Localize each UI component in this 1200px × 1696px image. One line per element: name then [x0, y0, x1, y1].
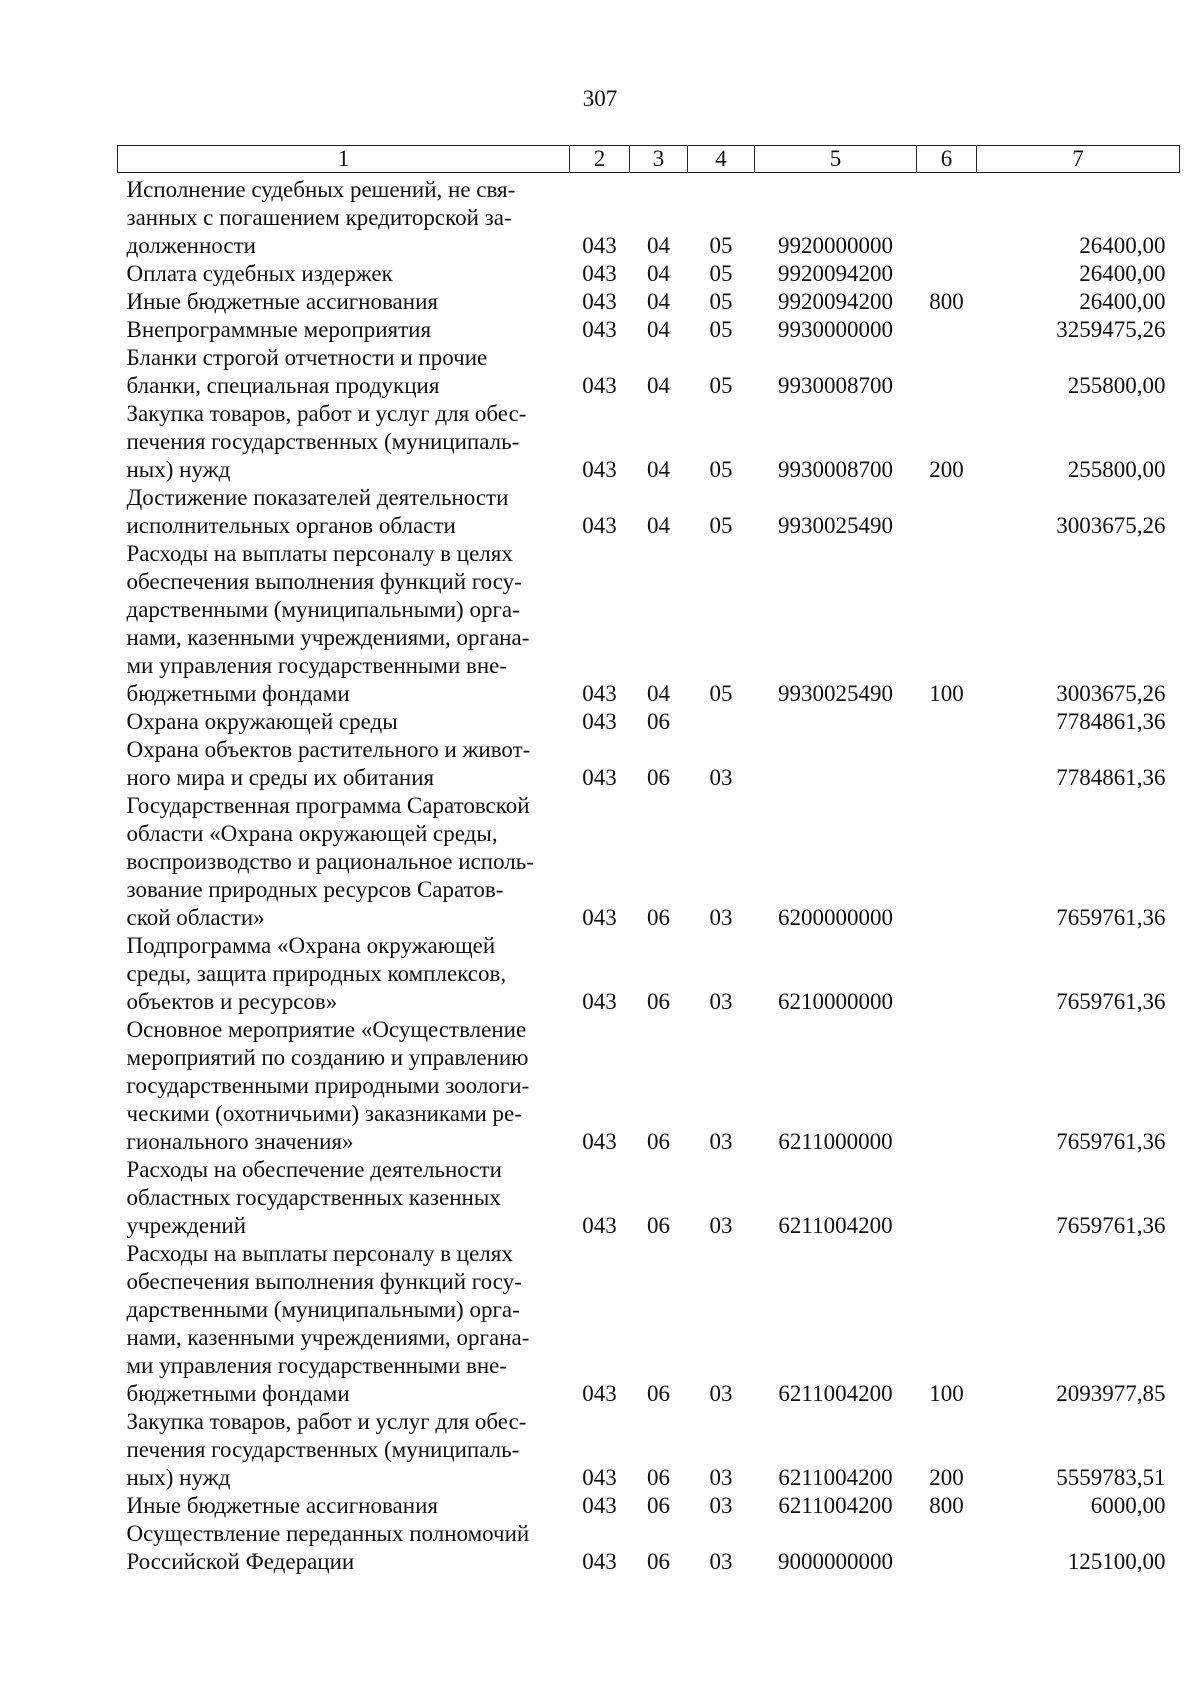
section-code: 06 — [647, 1129, 670, 1154]
target-article-code: 6200000000 — [778, 905, 893, 930]
ministry-code: 043 — [582, 1213, 617, 1238]
table-row — [118, 260, 1180, 288]
ministry-code: 043 — [582, 1129, 617, 1154]
expense-name: Осуществление переданных полномочий Российской Федерации — [126, 1521, 530, 1574]
expense-type-code: 800 — [929, 289, 964, 314]
target-article-code: 6211004200 — [778, 1381, 893, 1406]
section-code: 06 — [647, 1493, 670, 1518]
expense-type-code — [917, 1156, 977, 1240]
page-number: 307 — [582, 86, 618, 111]
subsection-code: 03 — [709, 1493, 733, 1518]
amount: 7659761,36 — [1056, 989, 1166, 1014]
column-header: 3 — [630, 146, 688, 173]
amount: 3003675,26 — [1056, 681, 1166, 706]
table-row — [118, 792, 1180, 932]
expense-type-code: 200 — [929, 1465, 964, 1490]
subsection-code: 05 — [709, 233, 733, 258]
expense-type-code: 200 — [929, 457, 964, 482]
table-row — [118, 400, 1180, 484]
subsection-code: 03 — [709, 1129, 733, 1154]
target-article-code: 6210000000 — [778, 989, 893, 1014]
column-header: 7 — [977, 146, 1180, 173]
target-article-code: 9930000000 — [778, 317, 893, 342]
table-row — [118, 1492, 1180, 1520]
ministry-code: 043 — [582, 261, 617, 286]
expense-name: Закупка товаров, работ и услуг для обес- печения государственных (муниципаль- ных) нужд — [126, 1409, 527, 1490]
target-article-code: 9920094200 — [778, 289, 893, 314]
ministry-code: 043 — [582, 233, 617, 258]
amount: 6000,00 — [1090, 1493, 1166, 1518]
section-code: 04 — [647, 513, 670, 538]
ministry-code: 043 — [582, 457, 617, 482]
amount: 5559783,51 — [1056, 1465, 1166, 1490]
expense-name: Бланки строгой отчетности и прочие бланки, специальная продукция — [126, 345, 488, 398]
ministry-code: 043 — [582, 1549, 617, 1574]
table-row — [118, 344, 1180, 400]
subsection-code: 03 — [709, 1549, 733, 1574]
expense-name: Иные бюджетные ассигнования — [126, 1493, 438, 1518]
section-code: 04 — [647, 261, 670, 286]
budget-table — [117, 145, 1180, 1576]
expense-name: Основное мероприятие «Осуществление мероприятий по созданию и управлению государственными природными зоологи- ческими (охотничьими) заказниками ре- гионального значения» — [126, 1017, 530, 1154]
expense-type-code — [917, 932, 977, 1016]
amount: 7659761,36 — [1056, 1213, 1166, 1238]
table-row — [118, 1240, 1180, 1408]
subsection-code: 05 — [709, 513, 733, 538]
subsection-code — [688, 708, 755, 736]
section-code: 06 — [647, 989, 670, 1014]
table-row — [118, 1408, 1180, 1492]
expense-name: Закупка товаров, работ и услуг для обес- печения государственных (муниципаль- ных) нужд — [126, 401, 527, 482]
table-row — [118, 1016, 1180, 1156]
section-code: 06 — [647, 1549, 670, 1574]
table-row — [118, 484, 1180, 540]
expense-type-code — [917, 316, 977, 344]
target-article-code: 6211004200 — [778, 1493, 893, 1518]
table-row — [118, 316, 1180, 344]
target-article-code — [755, 736, 917, 792]
amount: 7659761,36 — [1056, 905, 1166, 930]
ministry-code: 043 — [582, 681, 617, 706]
ministry-code: 043 — [582, 373, 617, 398]
target-article-code: 9930008700 — [778, 373, 893, 398]
expense-type-code — [917, 173, 977, 261]
target-article-code: 9930008700 — [778, 457, 893, 482]
column-header: 6 — [917, 146, 977, 173]
target-article-code: 6211004200 — [778, 1213, 893, 1238]
section-code: 04 — [647, 457, 670, 482]
column-header: 1 — [118, 146, 570, 173]
section-code: 04 — [647, 373, 670, 398]
amount: 7784861,36 — [1056, 709, 1166, 734]
section-code: 06 — [647, 1381, 670, 1406]
subsection-code: 03 — [709, 1381, 733, 1406]
amount: 26400,00 — [1079, 289, 1166, 314]
amount: 7659761,36 — [1056, 1129, 1166, 1154]
ministry-code: 043 — [582, 905, 617, 930]
section-code: 06 — [647, 765, 670, 790]
section-code: 04 — [647, 289, 670, 314]
expense-type-code: 100 — [929, 1381, 964, 1406]
expense-type-code — [917, 1016, 977, 1156]
expense-name: Иные бюджетные ассигнования — [126, 289, 438, 314]
column-numbers-header — [118, 146, 1180, 173]
section-code: 06 — [647, 1465, 670, 1490]
expense-name: Расходы на выплаты персоналу в целях обеспечения выполнения функций госу- дарственными (муниципальными) орга- нами, казенными учреждениями, органа- ми управления государственными вне- бюджетными фондами — [126, 1241, 530, 1406]
table-row — [118, 708, 1180, 736]
amount: 26400,00 — [1079, 233, 1166, 258]
expense-name: Охрана окружающей среды — [126, 709, 398, 734]
subsection-code: 03 — [709, 989, 733, 1014]
ministry-code: 043 — [582, 513, 617, 538]
column-header: 4 — [688, 146, 755, 173]
amount: 3259475,26 — [1056, 317, 1166, 342]
expense-type-code: 800 — [929, 1493, 964, 1518]
amount: 7784861,36 — [1056, 765, 1166, 790]
amount: 255800,00 — [1067, 373, 1166, 398]
target-article-code: 9920094200 — [778, 261, 893, 286]
section-code: 04 — [647, 317, 670, 342]
expense-type-code — [917, 260, 977, 288]
subsection-code: 05 — [709, 457, 733, 482]
expense-name: Государственная программа Саратовской области «Охрана окружающей среды, воспроизводство и рациональное исполь- зование природных ресурсов Саратов- ской области» — [126, 793, 534, 930]
subsection-code: 05 — [709, 681, 733, 706]
section-code: 06 — [647, 709, 670, 734]
expense-type-code — [917, 708, 977, 736]
ministry-code: 043 — [582, 765, 617, 790]
expense-name: Достижение показателей деятельности исполнительных органов области — [126, 485, 509, 538]
table-row — [118, 1156, 1180, 1240]
table-row — [118, 173, 1180, 261]
ministry-code: 043 — [582, 709, 617, 734]
table-row — [118, 1520, 1180, 1576]
subsection-code: 03 — [709, 1465, 733, 1490]
column-header: 2 — [570, 146, 630, 173]
section-code: 06 — [647, 905, 670, 930]
subsection-code: 03 — [709, 765, 733, 790]
section-code: 04 — [647, 233, 670, 258]
table-row — [118, 540, 1180, 708]
target-article-code: 6211000000 — [778, 1129, 893, 1154]
ministry-code: 043 — [582, 289, 617, 314]
subsection-code: 05 — [709, 373, 733, 398]
amount: 26400,00 — [1079, 261, 1166, 286]
target-article-code: 9000000000 — [778, 1549, 893, 1574]
ministry-code: 043 — [582, 1381, 617, 1406]
ministry-code: 043 — [582, 1465, 617, 1490]
amount: 125100,00 — [1067, 1549, 1166, 1574]
subsection-code: 05 — [709, 289, 733, 314]
table-row — [118, 736, 1180, 792]
expense-name: Внепрограммные мероприятия — [126, 317, 432, 342]
expense-type-code — [917, 792, 977, 932]
subsection-code: 03 — [709, 905, 733, 930]
expense-type-code — [917, 736, 977, 792]
expense-type-code — [917, 344, 977, 400]
expense-type-code: 100 — [929, 681, 964, 706]
subsection-code: 03 — [709, 1213, 733, 1238]
expense-name: Расходы на выплаты персоналу в целях обеспечения выполнения функций госу- дарственными (муниципальными) орга- нами, казенными учреждениями, органа- ми управления государственными вне- бюджетными фондами — [126, 541, 530, 706]
amount: 2093977,85 — [1056, 1381, 1166, 1406]
target-article-code: 9930025490 — [778, 681, 893, 706]
section-code: 04 — [647, 681, 670, 706]
table-row — [118, 932, 1180, 1016]
target-article-code: 9920000000 — [778, 233, 893, 258]
expense-name: Охрана объектов растительного и живот- ного мира и среды их обитания — [126, 737, 531, 790]
target-article-code — [755, 708, 917, 736]
subsection-code: 05 — [709, 317, 733, 342]
ministry-code: 043 — [582, 317, 617, 342]
target-article-code: 6211004200 — [778, 1465, 893, 1490]
expense-name: Расходы на обеспечение деятельности областных государственных казенных учреждений — [126, 1157, 502, 1238]
amount: 255800,00 — [1067, 457, 1166, 482]
subsection-code: 05 — [709, 261, 733, 286]
expense-name: Подпрограмма «Охрана окружающей среды, защита природных комплексов, объектов и ресурсов» — [126, 933, 507, 1014]
table-row — [118, 288, 1180, 316]
section-code: 06 — [647, 1213, 670, 1238]
expense-type-code — [917, 1520, 977, 1576]
expense-type-code — [917, 484, 977, 540]
table-body — [118, 173, 1180, 1577]
ministry-code: 043 — [582, 1493, 617, 1518]
column-header: 5 — [755, 146, 917, 173]
amount: 3003675,26 — [1056, 513, 1166, 538]
target-article-code: 9930025490 — [778, 513, 893, 538]
expense-name: Исполнение судебных решений, не свя- занных с погашением кредиторской за- долженности — [126, 177, 516, 258]
ministry-code: 043 — [582, 989, 617, 1014]
expense-name: Оплата судебных издержек — [126, 261, 393, 286]
